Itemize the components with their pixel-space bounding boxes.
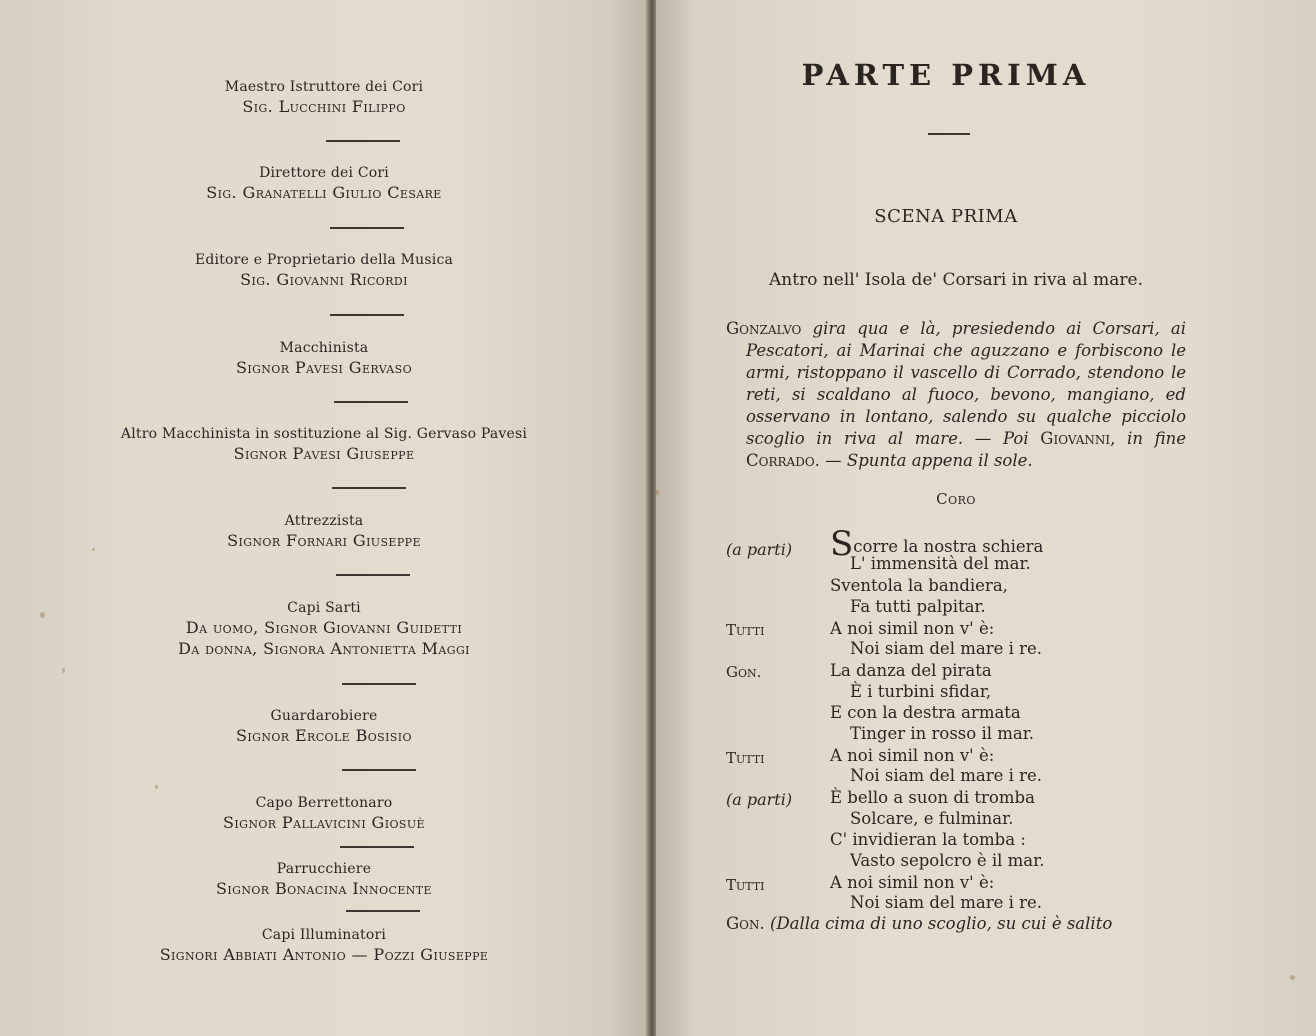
verse-line: E con la destra armata — [830, 703, 1021, 722]
stage-direction — [726, 318, 1186, 472]
verse-line: È i turbini sfidar, — [850, 682, 992, 701]
credit-role: Capo Berrettonaro — [255, 795, 393, 811]
credit-block — [0, 425, 648, 464]
credit-block — [0, 339, 648, 378]
credit-name: Signor Ercole Bosisio — [236, 726, 412, 745]
credit-block — [0, 707, 648, 746]
part-title: PARTE PRIMA — [801, 58, 1091, 92]
separator-rule — [346, 910, 420, 912]
verse-line: A noi simil non v' è: — [830, 746, 995, 765]
direction-text: gira qua e là, presiedendo ai Corsari, ai Pescatori, ai Marinai che aguzzano e forbiscono le armi, ristoppano il vascello di Corrado, stendono le reti, si scaldano al fuoco, bevono, mangiano, ed osservano in lontano, salendo su qualche picciolo scoglio in riva al mare. — Poi — [746, 319, 1186, 448]
verse-line: Tinger in rosso il mar. — [850, 724, 1035, 743]
verse-speaker: (a parti) — [726, 790, 793, 809]
credit-role: Altro Macchinista in sostituzione al Sig. Gervaso Pavesi — [120, 426, 528, 442]
direction-text: in fine — [1127, 429, 1187, 448]
foxing-spot — [62, 668, 65, 673]
verse-line: C' invidieran la tomba : — [830, 830, 1026, 849]
separator-rule — [330, 227, 404, 229]
credit-name: Signor Pallavicini Giosuè — [223, 813, 425, 832]
verse-speaker: Gon. — [726, 663, 762, 681]
foxing-spot — [155, 785, 158, 789]
credit-role: Macchinista — [279, 340, 369, 356]
credit-name: Signor Pavesi Giuseppe — [233, 444, 415, 463]
direction-character: Corrado. — [746, 451, 820, 470]
chorus-label: Coro — [936, 490, 976, 508]
verse-line: Fa tutti palpitar. — [850, 597, 986, 616]
verse-line: A noi simil non v' è: — [830, 619, 995, 638]
verse-line: Noi siam del mare i re. — [850, 766, 1043, 785]
scene-setting: Antro nell' Isola de' Corsari in riva al mare. — [769, 270, 1143, 290]
credit-name: Da donna, Signora Antonietta Maggi — [178, 639, 470, 658]
separator-rule — [342, 683, 416, 685]
verse-speaker: (a parti) — [726, 540, 793, 559]
verse-speaker: Tutti — [726, 749, 765, 767]
verse-line: Noi siam del mare i re. — [850, 639, 1043, 658]
credit-name: Signor Pavesi Gervaso — [235, 358, 412, 377]
verse-line: È bello a suon di tromba — [830, 788, 1035, 807]
credit-role: Parrucchiere — [276, 861, 372, 877]
foxing-spot — [1290, 975, 1295, 980]
credit-role: Capi Illuminatori — [261, 927, 387, 943]
credit-name: Signor Fornari Giuseppe — [227, 531, 421, 550]
separator-rule — [336, 574, 410, 576]
verse-line: Sventola la bandiera, — [830, 576, 1008, 595]
separator-rule — [342, 769, 416, 771]
credit-name: Sig. Lucchini Filippo — [242, 97, 406, 116]
direction-character: Giovanni, — [1040, 429, 1116, 448]
separator-rule — [334, 401, 408, 403]
separator-rule — [340, 846, 414, 848]
separator-rule — [326, 140, 400, 142]
credit-block — [0, 926, 648, 965]
credit-block — [0, 860, 648, 899]
scene-title: SCENA PRIMA — [874, 206, 1018, 227]
verse-line: La danza del pirata — [830, 661, 992, 680]
credit-block — [0, 164, 648, 203]
verse-line: Noi siam del mare i re. — [850, 893, 1043, 912]
stage-direction-continues — [726, 914, 1112, 933]
verse-speaker: Tutti — [726, 621, 765, 639]
credit-name: Signori Abbiati Antonio — Pozzi Giuseppe — [159, 945, 489, 964]
credit-role: Direttore dei Cori — [259, 165, 389, 181]
direction-text: (Dalla cima di uno scoglio, su cui è salito — [770, 914, 1113, 933]
credit-role: Guardarobiere — [270, 708, 378, 724]
credit-role: Capi Sarti — [287, 600, 361, 616]
credit-block — [0, 794, 648, 833]
credit-name: Sig. Granatelli Giulio Cesare — [206, 183, 442, 202]
verse-line: A noi simil non v' è: — [830, 873, 995, 892]
credit-name: Sig. Giovanni Ricordi — [240, 270, 408, 289]
credit-block — [0, 599, 648, 659]
credit-role: Attrezzista — [284, 513, 364, 529]
direction-text: — Spunta appena il sole. — [825, 451, 1033, 470]
verse-line: Vasto sepolcro è il mar. — [850, 851, 1045, 870]
verse-speaker: Tutti — [726, 876, 765, 894]
verse-speaker: Gon. — [726, 914, 765, 933]
credit-name: Da uomo, Signor Giovanni Guidetti — [185, 618, 463, 637]
credit-block — [0, 512, 648, 551]
credit-block — [0, 78, 648, 117]
separator-rule — [332, 487, 406, 489]
verse-text: corre la nostra schiera — [853, 537, 1044, 556]
credit-block — [0, 251, 648, 290]
credit-role: Maestro Istruttore dei Cori — [224, 79, 424, 95]
credit-role: Editore e Proprietario della Musica — [194, 252, 454, 268]
verse-line: Solcare, e fulminar. — [850, 809, 1014, 828]
credit-name: Signor Bonacina Innocente — [216, 879, 432, 898]
drop-cap: S — [830, 524, 854, 564]
title-rule — [928, 133, 970, 135]
separator-rule — [330, 314, 404, 316]
verse-line: L' immensità del mar. — [850, 554, 1031, 573]
direction-character: Gonzalvo — [726, 319, 802, 338]
